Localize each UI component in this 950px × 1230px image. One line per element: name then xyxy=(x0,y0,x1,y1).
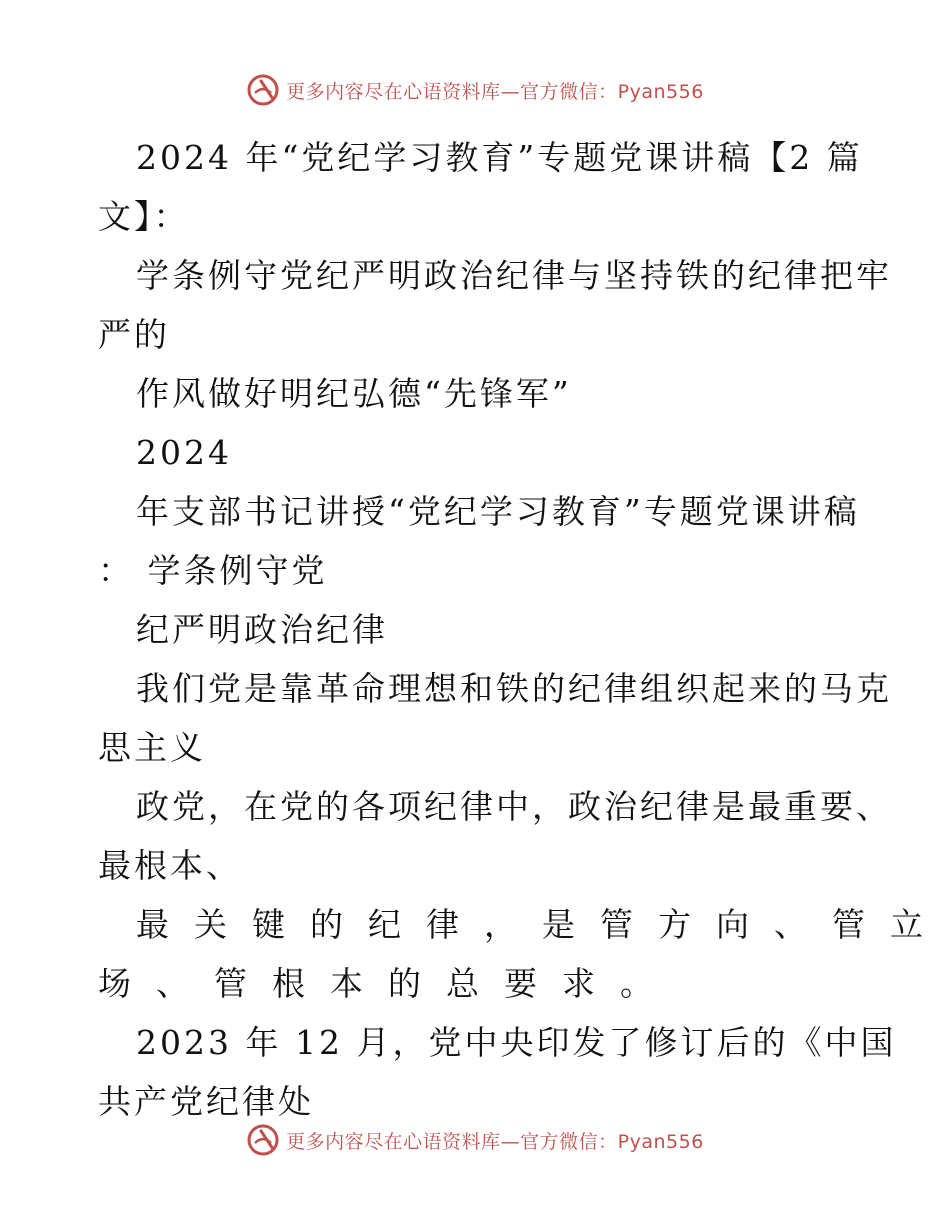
text-line: 最关键的纪律，是管方向、管立 xyxy=(136,905,948,944)
text-line: 2024 年“党纪学习教育”专题党课讲稿【2 篇 xyxy=(136,138,863,177)
text-line: 文】： xyxy=(98,197,190,236)
document-body xyxy=(98,128,948,1131)
text-line: 政党，在党的各项纪律中，政治纪律是最重要、 xyxy=(136,787,892,826)
book-pen-logo-icon xyxy=(246,73,280,107)
text-line: 最根本、 xyxy=(98,846,242,885)
text-line: 2023 年 12 月，党中央印发了修订后的《中国 xyxy=(136,1023,897,1062)
text-line: ： 学条例守党 xyxy=(98,551,328,590)
text-line: 共产党纪律处 xyxy=(98,1082,314,1121)
banner-text: 更多内容尽在心语资料库—官方微信：Pyan556 xyxy=(286,1130,704,1153)
text-line: 思主义 xyxy=(98,728,206,767)
text-line: 我们党是靠革命理想和铁的纪律组织起来的马克 xyxy=(136,669,892,708)
banner-text: 更多内容尽在心语资料库—官方微信：Pyan556 xyxy=(286,80,704,103)
text-line: 学条例守党纪严明政治纪律与坚持铁的纪律把牢 xyxy=(136,256,892,295)
footer-banner xyxy=(0,1120,950,1160)
text-line: 场、管根本的总要求。 xyxy=(98,964,678,1003)
text-line: 2024 xyxy=(136,433,232,472)
text-line: 严的 xyxy=(98,315,170,354)
header-banner xyxy=(0,70,950,110)
text-line: 作风做好明纪弘德“先锋军” xyxy=(136,374,572,413)
book-pen-logo-icon xyxy=(246,1123,280,1157)
text-line: 纪严明政治纪律 xyxy=(136,610,388,649)
text-line: 年支部书记讲授“党纪学习教育”专题党课讲稿 xyxy=(136,492,860,531)
